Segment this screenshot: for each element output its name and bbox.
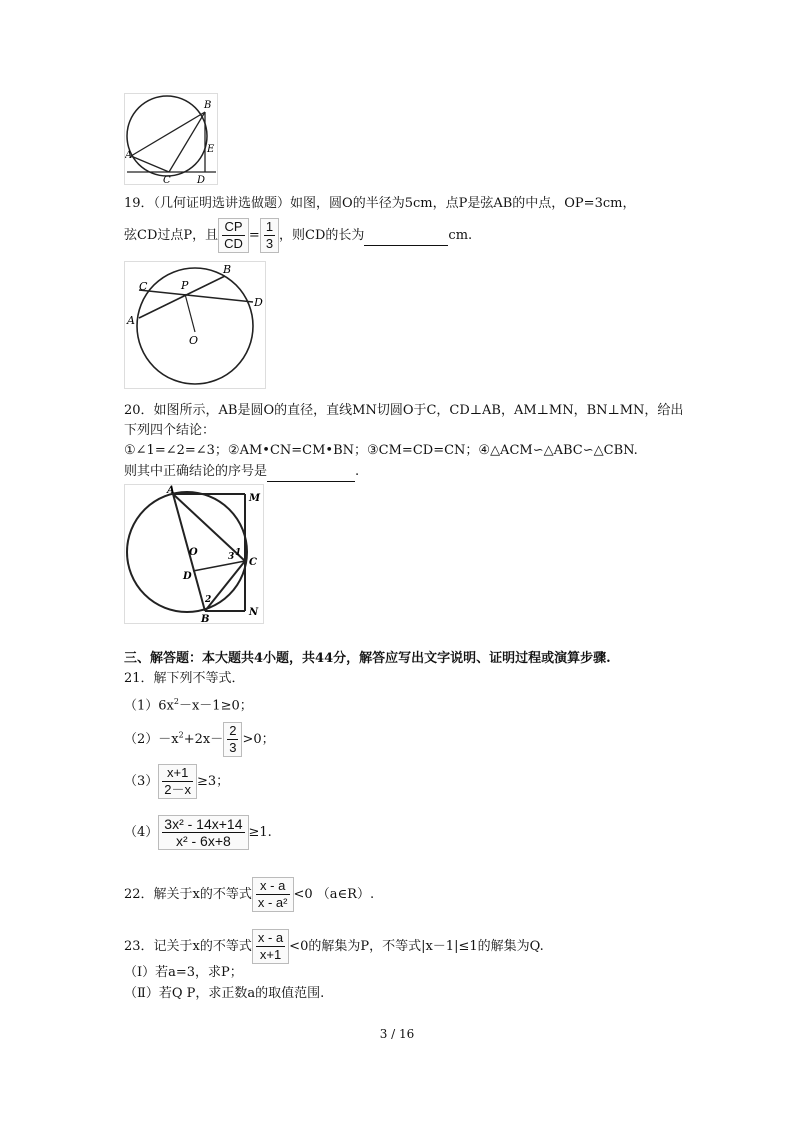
fig20-label-2: 2 <box>205 595 212 605</box>
q21-p3: （3） <box>124 774 159 789</box>
q20-line3: ①∠1=∠2=∠3；②AM•CN=CM•BN；③CM=CD=CN；④△ACM∽△ABC∽△CBN. <box>124 443 638 458</box>
fig18-label-E: E <box>207 144 215 155</box>
q20-line4-pre: 则其中正确结论的序号是 <box>124 464 268 479</box>
q21-p4-num: 3x² - 14x+14 <box>164 816 243 832</box>
fig18-label-A: A <box>125 150 133 161</box>
q19-line1: 19．（几何证明选讲选做题）如图，圆O的半径为5cm，点P是弦AB的中点，OP=3cm， <box>124 196 636 211</box>
q19-eq: = <box>248 228 260 243</box>
q21-p2-den: 3 <box>229 740 237 755</box>
q21-title: 21．解下列不等式． <box>124 671 245 686</box>
q21-p4: （4） <box>124 825 159 840</box>
q21-p3-num: x+1 <box>162 765 193 782</box>
fig18-label-B: B <box>204 100 212 111</box>
q21-p4-end: ≥1. <box>248 825 272 840</box>
q23-post: <0的解集为P，不等式|x－1|≤1的解集为Q. <box>289 939 544 954</box>
q19-fraction-rhs <box>260 218 279 253</box>
section3-heading: 三、解答题：本大题共4小题，共44分，解答应写出文字说明、证明过程或演算步骤. <box>124 651 611 666</box>
fig19-label-C: C <box>139 280 148 293</box>
q21-p2-rest: +2x－ <box>183 732 224 747</box>
q19-rhs-num: 1 <box>265 219 274 234</box>
q22-pre: 22．解关于x的不等式 <box>124 887 252 902</box>
figure-q19 <box>124 261 266 389</box>
q23-fraction <box>252 929 289 964</box>
q19-rhs-den: 3 <box>265 236 274 251</box>
fig19-label-A: A <box>127 314 135 327</box>
q21-p1: （1）6x <box>124 698 174 714</box>
fig20-label-D: D <box>183 571 192 582</box>
q19-line2-pre: 弦CD过点P，且 <box>124 228 219 243</box>
fig19-label-D: D <box>254 296 263 309</box>
q21-part4 <box>124 815 272 850</box>
q21-p2-fraction <box>223 722 242 757</box>
q20-line4 <box>124 463 359 482</box>
q23-pre: 23．记关于x的不等式 <box>124 939 252 954</box>
q21-p2-num: 2 <box>229 723 237 738</box>
q19-line2-post: ，则CD的长为 <box>279 228 365 243</box>
fig20-label-B: B <box>201 614 210 624</box>
q20-line2: 下列四个结论： <box>124 423 216 438</box>
q21-p4-fraction <box>158 815 248 850</box>
q23 <box>124 929 544 964</box>
fig20-label-O: O <box>189 547 198 558</box>
q20-answer-blank[interactable] <box>267 463 355 482</box>
q19-frac-num: CP <box>222 219 245 236</box>
q23-den: x+1 <box>259 947 282 962</box>
q23-part-ii: （Ⅱ）若Q P，求正数a的取值范围. <box>124 986 325 1001</box>
fig18-label-D: D <box>197 175 206 185</box>
figure-q20 <box>124 484 264 624</box>
q21-part1 <box>124 693 253 715</box>
q21-p2: （2）－x <box>124 732 179 747</box>
q19-fraction-cp-cd <box>218 218 249 253</box>
q19-frac-den: CD <box>224 236 243 251</box>
fig20-label-M: M <box>249 493 261 504</box>
fig18-label-C: C <box>163 175 171 185</box>
q23-num: x - a <box>257 930 284 945</box>
q20-line4-post: . <box>355 464 360 479</box>
fig19-label-O: O <box>189 334 199 347</box>
figure-q18 <box>124 93 218 185</box>
q22-fraction <box>252 877 294 912</box>
fig19-label-P: P <box>181 279 189 292</box>
q21-part2 <box>124 722 275 757</box>
q19-answer-blank[interactable] <box>364 227 448 246</box>
q19-unit: cm. <box>448 228 473 243</box>
q20-line1: 20．如图所示，AB是圆O的直径，直线MN切圆O于C，CD⊥AB，AM⊥MN，BN⊥MN，给出 <box>124 403 684 418</box>
fig19-label-B: B <box>223 263 232 276</box>
q21-p3-den: 2－x <box>164 782 192 797</box>
q23-part-i: （Ⅰ）若a=3，求P； <box>124 965 243 980</box>
q19-line2 <box>124 218 472 253</box>
fig20-label-A: A <box>167 485 175 496</box>
q21-p2-end: >0； <box>242 732 275 747</box>
q21-p4-den: x² - 6x+8 <box>175 833 231 849</box>
q22-num: x - a <box>256 878 290 895</box>
q21-p3-end: ≥3； <box>197 774 230 789</box>
page-number: 3 / 16 <box>379 1027 415 1041</box>
q21-p1-sup: 2 <box>173 697 179 706</box>
q21-part3 <box>124 764 229 799</box>
q22-den: x - a² <box>257 895 288 910</box>
fig20-label-1: 1 <box>235 548 242 558</box>
q21-p3-fraction <box>158 764 197 799</box>
q22-post: <0 （a∈R）. <box>293 887 375 902</box>
q22 <box>124 877 374 912</box>
fig20-label-3: 3 <box>228 552 235 562</box>
fig20-label-C: C <box>249 557 257 568</box>
fig20-label-N: N <box>249 607 259 618</box>
q21-p2-sup: 2 <box>178 730 184 740</box>
q21-p1-rest: －x－1≥0； <box>178 698 253 714</box>
